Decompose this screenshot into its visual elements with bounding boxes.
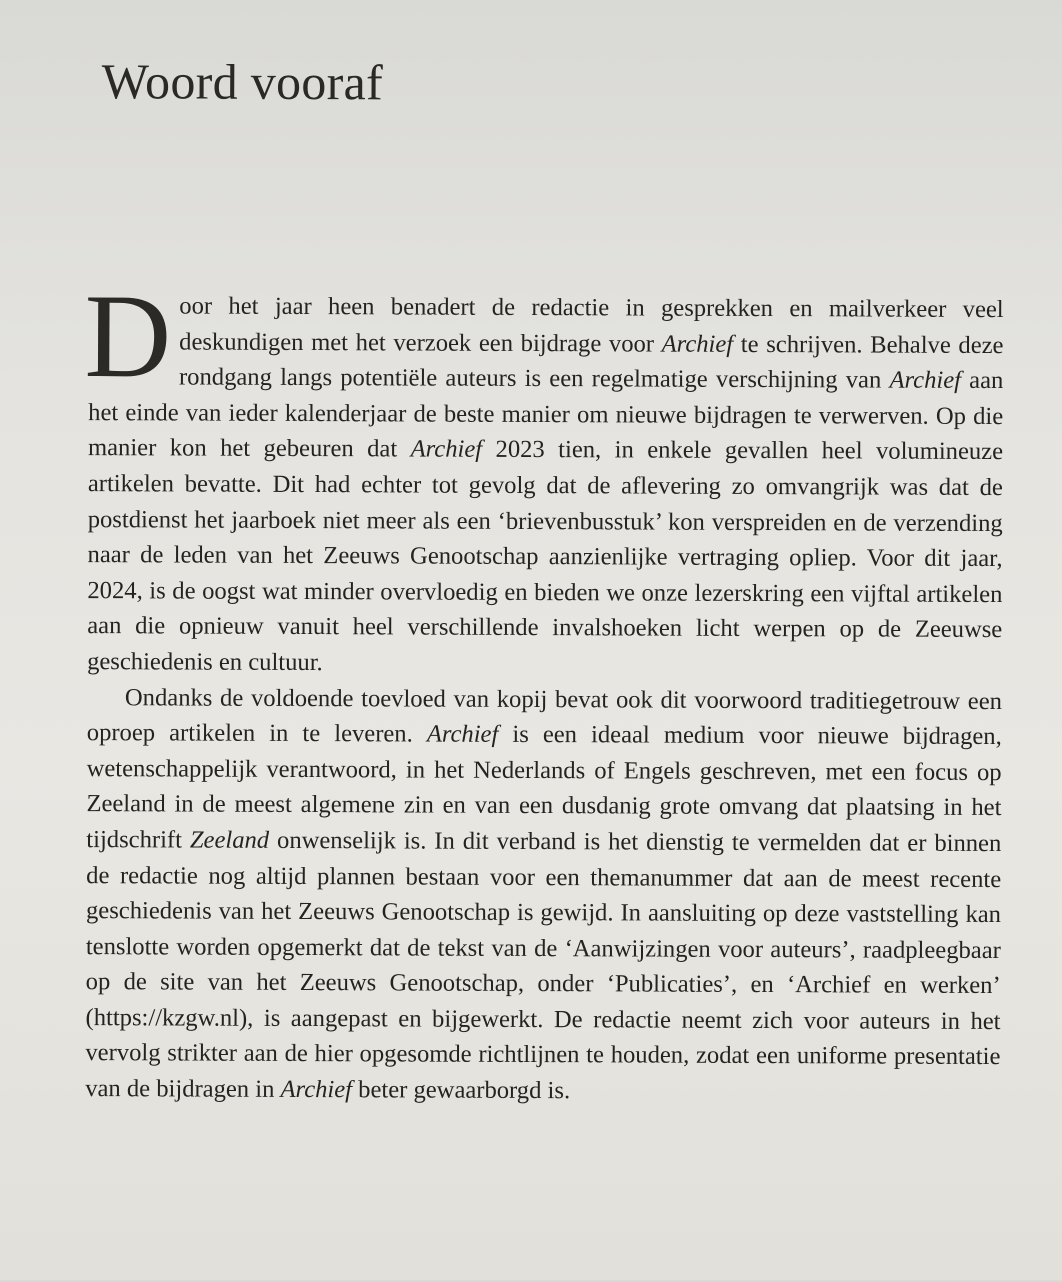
- paragraph-1-italic: Archief: [410, 435, 483, 464]
- paragraph-2-italic: Archief: [280, 1075, 353, 1104]
- paragraph-2-segment: is een ideaal medium voor nieuwe bijdragen, wetenschappelijk verantwoord, in het Nederlands of Engels geschreven, met een focus op Zeeland in de meest algemene zin en van een dusdanig grote omvang dat plaatsing in het tijdschrift: [86, 720, 1002, 854]
- paragraph-2: [85, 680, 1002, 1111]
- paragraph-2-segment: beter gewaarborgd is.: [351, 1076, 571, 1105]
- paragraph-2-segment: onwenselijk is. In dit verband is het dienstig te vermelden dat er binnen de redactie nog altijd plannen bestaan voor een themanummer dat aan de meest recente geschiedenis van het Zeeuws Genootschap is gewijd. In aansluiting op deze vaststelling kan tenslotte worden opgemerkt dat de tekst van de ‘Aanwijzingen voor auteurs’, raadpleegbaar op de site van het Zeeuws Genootschap, onder ‘Publicaties’, en ‘Archief en werken’ (https://kzgw.nl), is aangepast en bijgewerkt. De redactie neemt zich voor auteurs in het vervolg strikter aan de hier opgesomde richtlijnen te houden, zodat een uniforme presentatie van de bijdragen in: [85, 826, 1002, 1103]
- paragraph-1-segment: oor het jaar heen benadert de redactie in gesprekken en mailverkeer veel deskundigen met het verzoek een bijdrage voor: [179, 292, 1004, 358]
- paragraph-1-segment: te schrijven. Behalve deze rondgang langs potentiële auteurs is een regelmatige verschijning van: [178, 330, 1004, 394]
- paragraph-1-italic: Archief: [661, 330, 734, 358]
- paragraph-1: [84, 269, 1004, 684]
- paragraph-2-italic: Archief: [426, 720, 499, 748]
- paragraph-2-italic: Zeeland: [189, 826, 270, 854]
- chapter-title: Woord vooraf: [101, 53, 384, 111]
- drop-cap: D: [84, 269, 172, 403]
- paragraph-2-segment: Ondanks de voldoende toevloed van kopij bevat ook dit voorwoord traditiegetrouw een oproep artikelen in te leveren.: [86, 683, 1003, 748]
- paragraph-1-italic: Archief: [889, 366, 962, 395]
- paragraph-1-segment: 2023 tien, in enkele gevallen heel volumineuze artikelen bevatte. Dit had echter tot gevolg dat de aflevering zo omvangrijk was dat de postdienst het jaarboek niet meer als een ‘brievenbusstuk’ kon verspreiden en de verzending naar de leden van het Zeeuws Genootschap aanzienlijke vertraging opliep. Voor dit jaar, 2024, is de oogst wat minder overvloedig en bieden we onze lezerskring een vijftal artikelen aan die opnieuw vanuit heel verschillende invalshoeken licht werpen op de Zeeuwse geschiedenis en cultuur.: [87, 436, 1004, 677]
- body-text: [84, 269, 1004, 1111]
- paragraph-1-segment: aan het einde van ieder kalenderjaar de beste manier om nieuwe bijdragen te verwerven. Op die manier kon het gebeuren dat: [87, 367, 1004, 463]
